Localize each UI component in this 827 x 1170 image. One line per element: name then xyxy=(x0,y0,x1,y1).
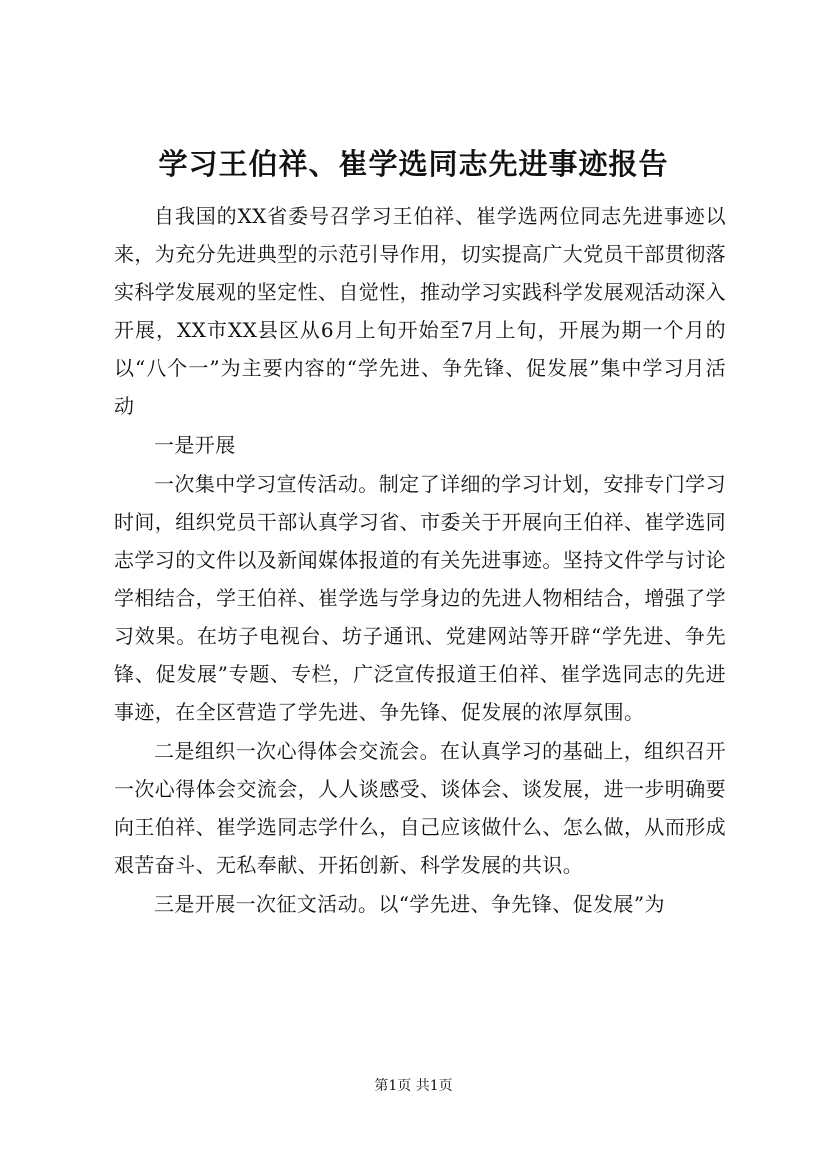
page-number-footer: 第1页 共1页 xyxy=(374,1078,453,1094)
paragraph-study-campaign: 一次集中学习宣传活动。制定了详细的学习计划，安排专门学习时间，组织党员干部认真学习省、市委关于开展向王伯祥、崔学选同志学习的文件以及新闻媒体报道的有关先进事迹。坚持文件学与讨论学相结合，学王伯祥、崔学选与学身边的先进人物相结合，增强了学习效果。在坊子电视台、坊子通讯、党建网站等开辟“学先进、争先锋、促发展”专题、专栏，广泛宣传报道王伯祥、崔学选同志的先进事迹，在全区营造了学先进、争先锋、促发展的浓厚氛围。 xyxy=(114,472,726,724)
document-body xyxy=(114,197,726,923)
paragraph-exchange-meeting: 二是组织一次心得体会交流会。在认真学习的基础上，组织召开一次心得体会交流会，人人谈感受、谈体会、谈发展，进一步明确要向王伯祥、崔学选同志学什么，自己应该做什么、怎么做，从而形成艰苦奋斗、无私奉献、开拓创新、科学发展的共识。 xyxy=(114,739,726,877)
paragraph-essay-activity: 三是开展一次征文活动。以“学先进、争先锋、促发展”为 xyxy=(154,892,665,916)
paragraph-section-heading: 一是开展 xyxy=(154,433,236,457)
document-title: 学习王伯祥、崔学选同志先进事迹报告 xyxy=(158,147,669,181)
paragraph-intro: 自我国的XX省委号召学习王伯祥、崔学选两位同志先进事迹以来，为充分先进典型的示范引导作用，切实提高广大党员干部贯彻落实科学发展观的坚定性、自觉性，推动学习实践科学发展观活动深入开展，XX市XX县区从6月上旬开始至7月上旬，开展为期一个月的以“八个一”为主要内容的“学先进、争先锋、促发展”集中学习月活动 xyxy=(114,204,726,418)
